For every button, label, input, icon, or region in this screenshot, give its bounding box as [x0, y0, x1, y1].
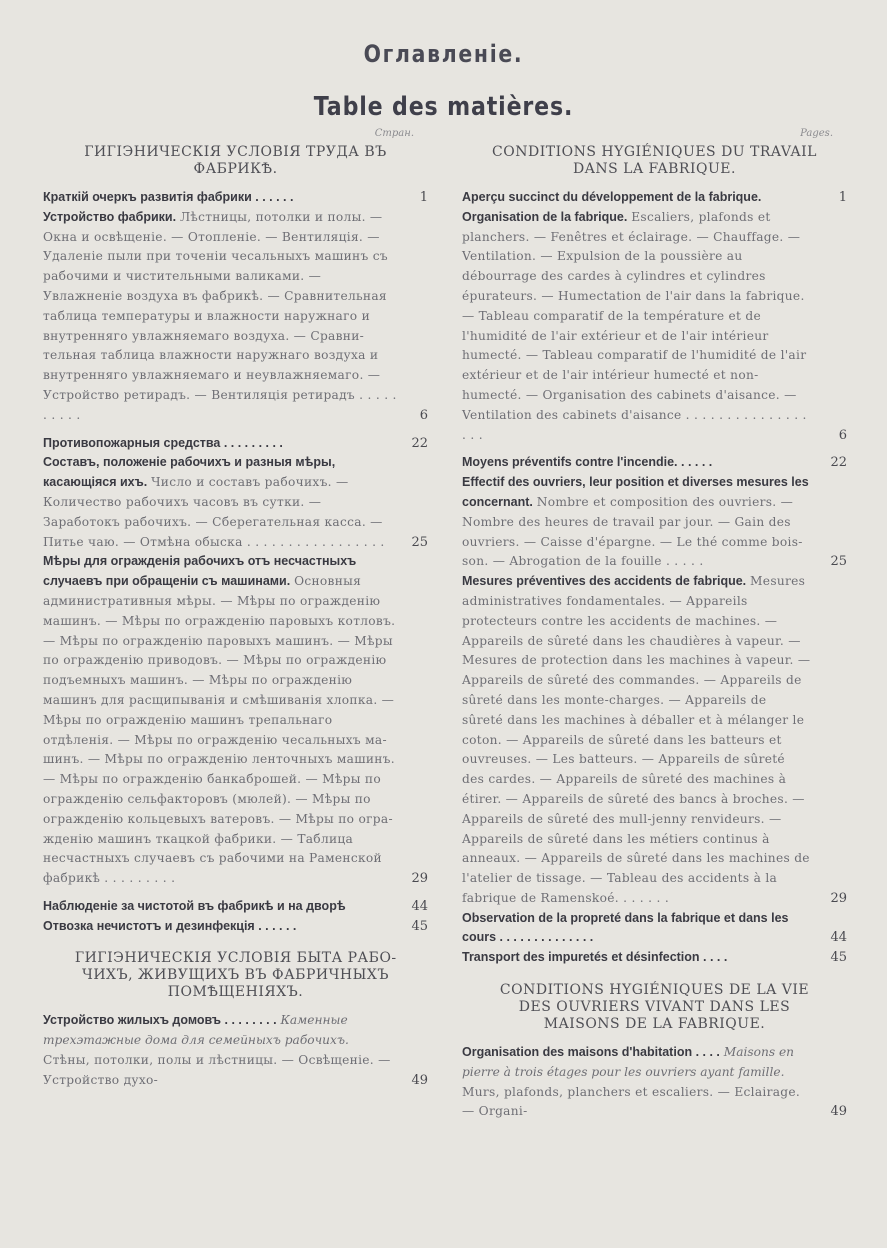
toc-entry-description: Murs, plafonds, planchers et escaliers. — Eclairage. — Organi-	[462, 1084, 801, 1119]
toc-page-number: 22	[830, 455, 847, 471]
title-russian: Оглавленіе.	[363, 40, 524, 68]
toc-entry-title: Составъ, положеніе рабочихъ и разныя мѣры, касающіяся ихъ.	[43, 455, 336, 490]
toc-page-number: 6	[838, 427, 847, 443]
page-column-header: Стран.	[374, 128, 414, 139]
toc-entry-italic: Каменные трехэтажные дома для семейныхъ рабочихъ.	[43, 1013, 349, 1048]
toc-entry	[462, 188, 847, 208]
toc-entry-title: Aperçu succinct du développement de la fabrique.	[462, 190, 762, 204]
toc-page-number: 25	[411, 534, 428, 550]
toc-entry	[43, 552, 428, 889]
toc-page-number: 6	[419, 407, 428, 423]
toc-entry-title: Устройство фабрики.	[43, 209, 177, 224]
toc-entry	[462, 572, 847, 909]
toc-entry	[43, 434, 428, 454]
toc-entry-description: Лѣстницы, потолки и полы. — Окна и освѣщеніе. — Отопленіе. — Вентиляція. — Удаленіе пыли при точеніи чесальныхъ машинъ съ рабочими и чистительными валиками. — Увлажненіе воздуха въ фабрикѣ. — Сравнительная таблица температуры и влажности наружнаго и внутренняго увлажняемаго воздуха. — Сравнительная таблица влажности наружнаго воздуха и внутренняго увлажняемаго и неувлажняемаго. — Устройство ретирадъ. — Вентиляція ретирадъ . . . . . . . . . .	[43, 209, 397, 422]
toc-entry	[43, 897, 428, 917]
toc-entry-description: Escaliers, plafonds et planchers. — Fenêtres et éclairage. — Chauffage. — Ventilation. — Expulsion de la poussière au débourrage des cardes à cylindres et cylindres épurateurs. — Humectation de l'air dans la fabrique. — Tableau comparatif de la température et de l'humidité de l'air extérieur et de l'air intérieur humecté. — Tableau comparatif de l'humidité de l'air extérieur et de l'air intérieur humecté et non-humecté. — Organisation des cabinets d'aisance. — Ventilation des cabinets d'aisance . . . . . . . . . . . . . . . . . .	[462, 209, 807, 442]
toc-entry-title: Устройство жилыхъ домовъ . . . . . . . .	[43, 1013, 277, 1028]
toc-entry-title: Мѣры для огражденія рабочихъ отъ несчастныхъ случаевъ при обращеніи съ машинами.	[43, 554, 357, 589]
toc-entry-title: Organisation de la fabrique.	[462, 209, 628, 224]
toc-page-number: 25	[830, 554, 847, 570]
toc-page-number: 44	[830, 930, 847, 946]
title-french: Table des matières.	[313, 92, 574, 122]
toc-page-number: 29	[830, 890, 847, 906]
toc-entry	[43, 208, 428, 426]
toc-entry	[43, 188, 428, 208]
french-column	[462, 128, 847, 1122]
toc-entry	[43, 453, 428, 552]
toc-entry-title: Краткій очеркъ развитія фабрики . . . . . .	[43, 190, 294, 204]
toc-entry-title: Отвозка нечистотъ и дезинфекція . . . . . .	[43, 918, 297, 933]
toc-entry-title: Observation de la propreté dans la fabrique et dans les cours . . . . . . . . . . . . . .	[462, 910, 789, 945]
toc-page-number: 1	[838, 190, 847, 205]
toc-entry-description: Стѣны, потолки, полы и лѣстницы. — Освѣщеніе. — Устройство духо-	[43, 1053, 391, 1087]
toc-list	[43, 1011, 428, 1090]
toc-entry-description: Nombre et composition des ouvriers. — Nombre des heures de travail par jour. — Gain des ouvriers. — Caisse d'épargne. — Le thé comme boisson. — Abrogation de la fouille . . . . .	[462, 494, 803, 569]
toc-list	[462, 1043, 847, 1122]
toc-entry	[43, 917, 428, 937]
toc-entry	[43, 1011, 428, 1090]
toc-list	[43, 188, 428, 936]
section-heading: ГИГІЭНИЧЕСКІЯ УСЛОВІЯ ТРУДА ВЪ ФАБРИКѢ.	[84, 144, 387, 177]
page-column-header: Pages.	[800, 128, 833, 139]
section-heading: ГИГІЭНИЧЕСКІЯ УСЛОВІЯ БЫТА РАБОЧИХЪ, ЖИВУЩИХЪ ВЪ ФАБРИЧНЫХЪ ПОМѢЩЕНІЯХЪ.	[74, 950, 397, 1001]
russian-column	[43, 128, 428, 1091]
section-heading: CONDITIONS HYGIÉNIQUES DU TRAVAIL DANS LA FABRIQUE.	[492, 144, 817, 177]
toc-entry-title: Organisation des maisons d'habitation . . . .	[462, 1045, 720, 1060]
toc-entry-title: Effectif des ouvriers, leur position et diverses mesures les concernant.	[462, 475, 809, 509]
toc-entry-italic: Maisons en pierre à trois étages pour les ouvriers ayant famille.	[462, 1045, 795, 1079]
toc-entry	[462, 453, 847, 473]
toc-page-number: 22	[411, 435, 428, 451]
toc-page-number: 44	[411, 898, 428, 914]
toc-entry	[462, 473, 847, 572]
toc-entry-title: Наблюденіе за чистотой въ фабрикѣ и на дворѣ	[43, 898, 346, 913]
toc-list	[462, 188, 847, 968]
toc-entry	[462, 1043, 847, 1122]
toc-page-number: 29	[411, 871, 428, 887]
toc-entry	[462, 208, 847, 446]
toc-page-number: 45	[830, 950, 847, 966]
toc-entry-description: Mesures administratives fondamentales. — Appareils protecteurs contre les accidents de machines. — Appareils de sûreté dans les chaudières à vapeur. — Mesures de protection dans les machines à vapeur. — Appareils de sûreté des commandes. — Appareils de sûreté dans les monte-charges. — Appareils de sûreté dans les machines à déballer et à mélanger le coton. — Appareils de sûreté dans les batteurs et ouvreuses. — Les batteurs. — Appareils de sûreté des cardes. — Appareils de sûreté des machines à étirer. — Appareils de sûreté des bancs à broches. — Appareils de sûreté des mull-jenny renvideurs. — Appareils de sûreté dans les métiers continus à anneaux. — Appareils de sûreté dans les machines de l'atelier de tissage. — Tableau des accidents à la fabrique de Ramenskoé. . . . . . .	[462, 574, 811, 905]
toc-page-number: 49	[830, 1104, 847, 1120]
toc-entry-title: Transport des impuretés et désinfection . . . .	[462, 950, 728, 965]
toc-page-number: 1	[419, 190, 428, 205]
toc-entry	[462, 948, 847, 968]
toc-entry	[462, 909, 847, 949]
section-heading: CONDITIONS HYGIÉNIQUES DE LA VIE DES OUVRIERS VIVANT DANS LES MAISONS DE LA FABRIQUE.	[499, 982, 810, 1033]
toc-entry-description: Основныя административныя мѣры. — Мѣры по огражденію машинъ. — Мѣры по огражденію паровыхъ котловъ. — Мѣры по огражденію паровыхъ машинъ. — Мѣры по огражденію приводовъ. — Мѣры по огражденію подъемныхъ машинъ. — Мѣры по огражденію машинъ для расщипыванія и смѣшиванія хлопка. — Мѣры по огражденію машинъ трепальнаго отдѣленія. — Мѣры по огражденію чесальныхъ машинъ. — Мѣры по огражденію ленточныхъ машинъ. — Мѣры по огражденію банкаброшей. — Мѣры по огражденію сельфакторовъ (мюлей). — Мѣры по огражденію кольцевыхъ ватеровъ. — Мѣры по огражденію машинъ ткацкой фабрики. — Таблица несчастныхъ случаевъ съ рабочими на Раменской фабрикѣ . . . . . . . . .	[43, 574, 396, 886]
toc-page-number: 49	[411, 1072, 428, 1088]
toc-page-number: 45	[411, 918, 428, 934]
toc-entry-title: Противопожарныя средства . . . . . . . . .	[43, 435, 283, 450]
toc-entry-description: Число и составъ рабочихъ. — Количество рабочихъ часовъ въ сутки. — Заработокъ рабочихъ. — Сберегательная касса. — Питье чаю. — Отмѣна обыска . . . . . . . . . . . . . . . . .	[43, 475, 385, 549]
toc-entry-title: Moyens préventifs contre l'incendie. . . . . .	[462, 455, 713, 470]
toc-entry-title: Mesures préventives des accidents de fabrique.	[462, 574, 747, 589]
